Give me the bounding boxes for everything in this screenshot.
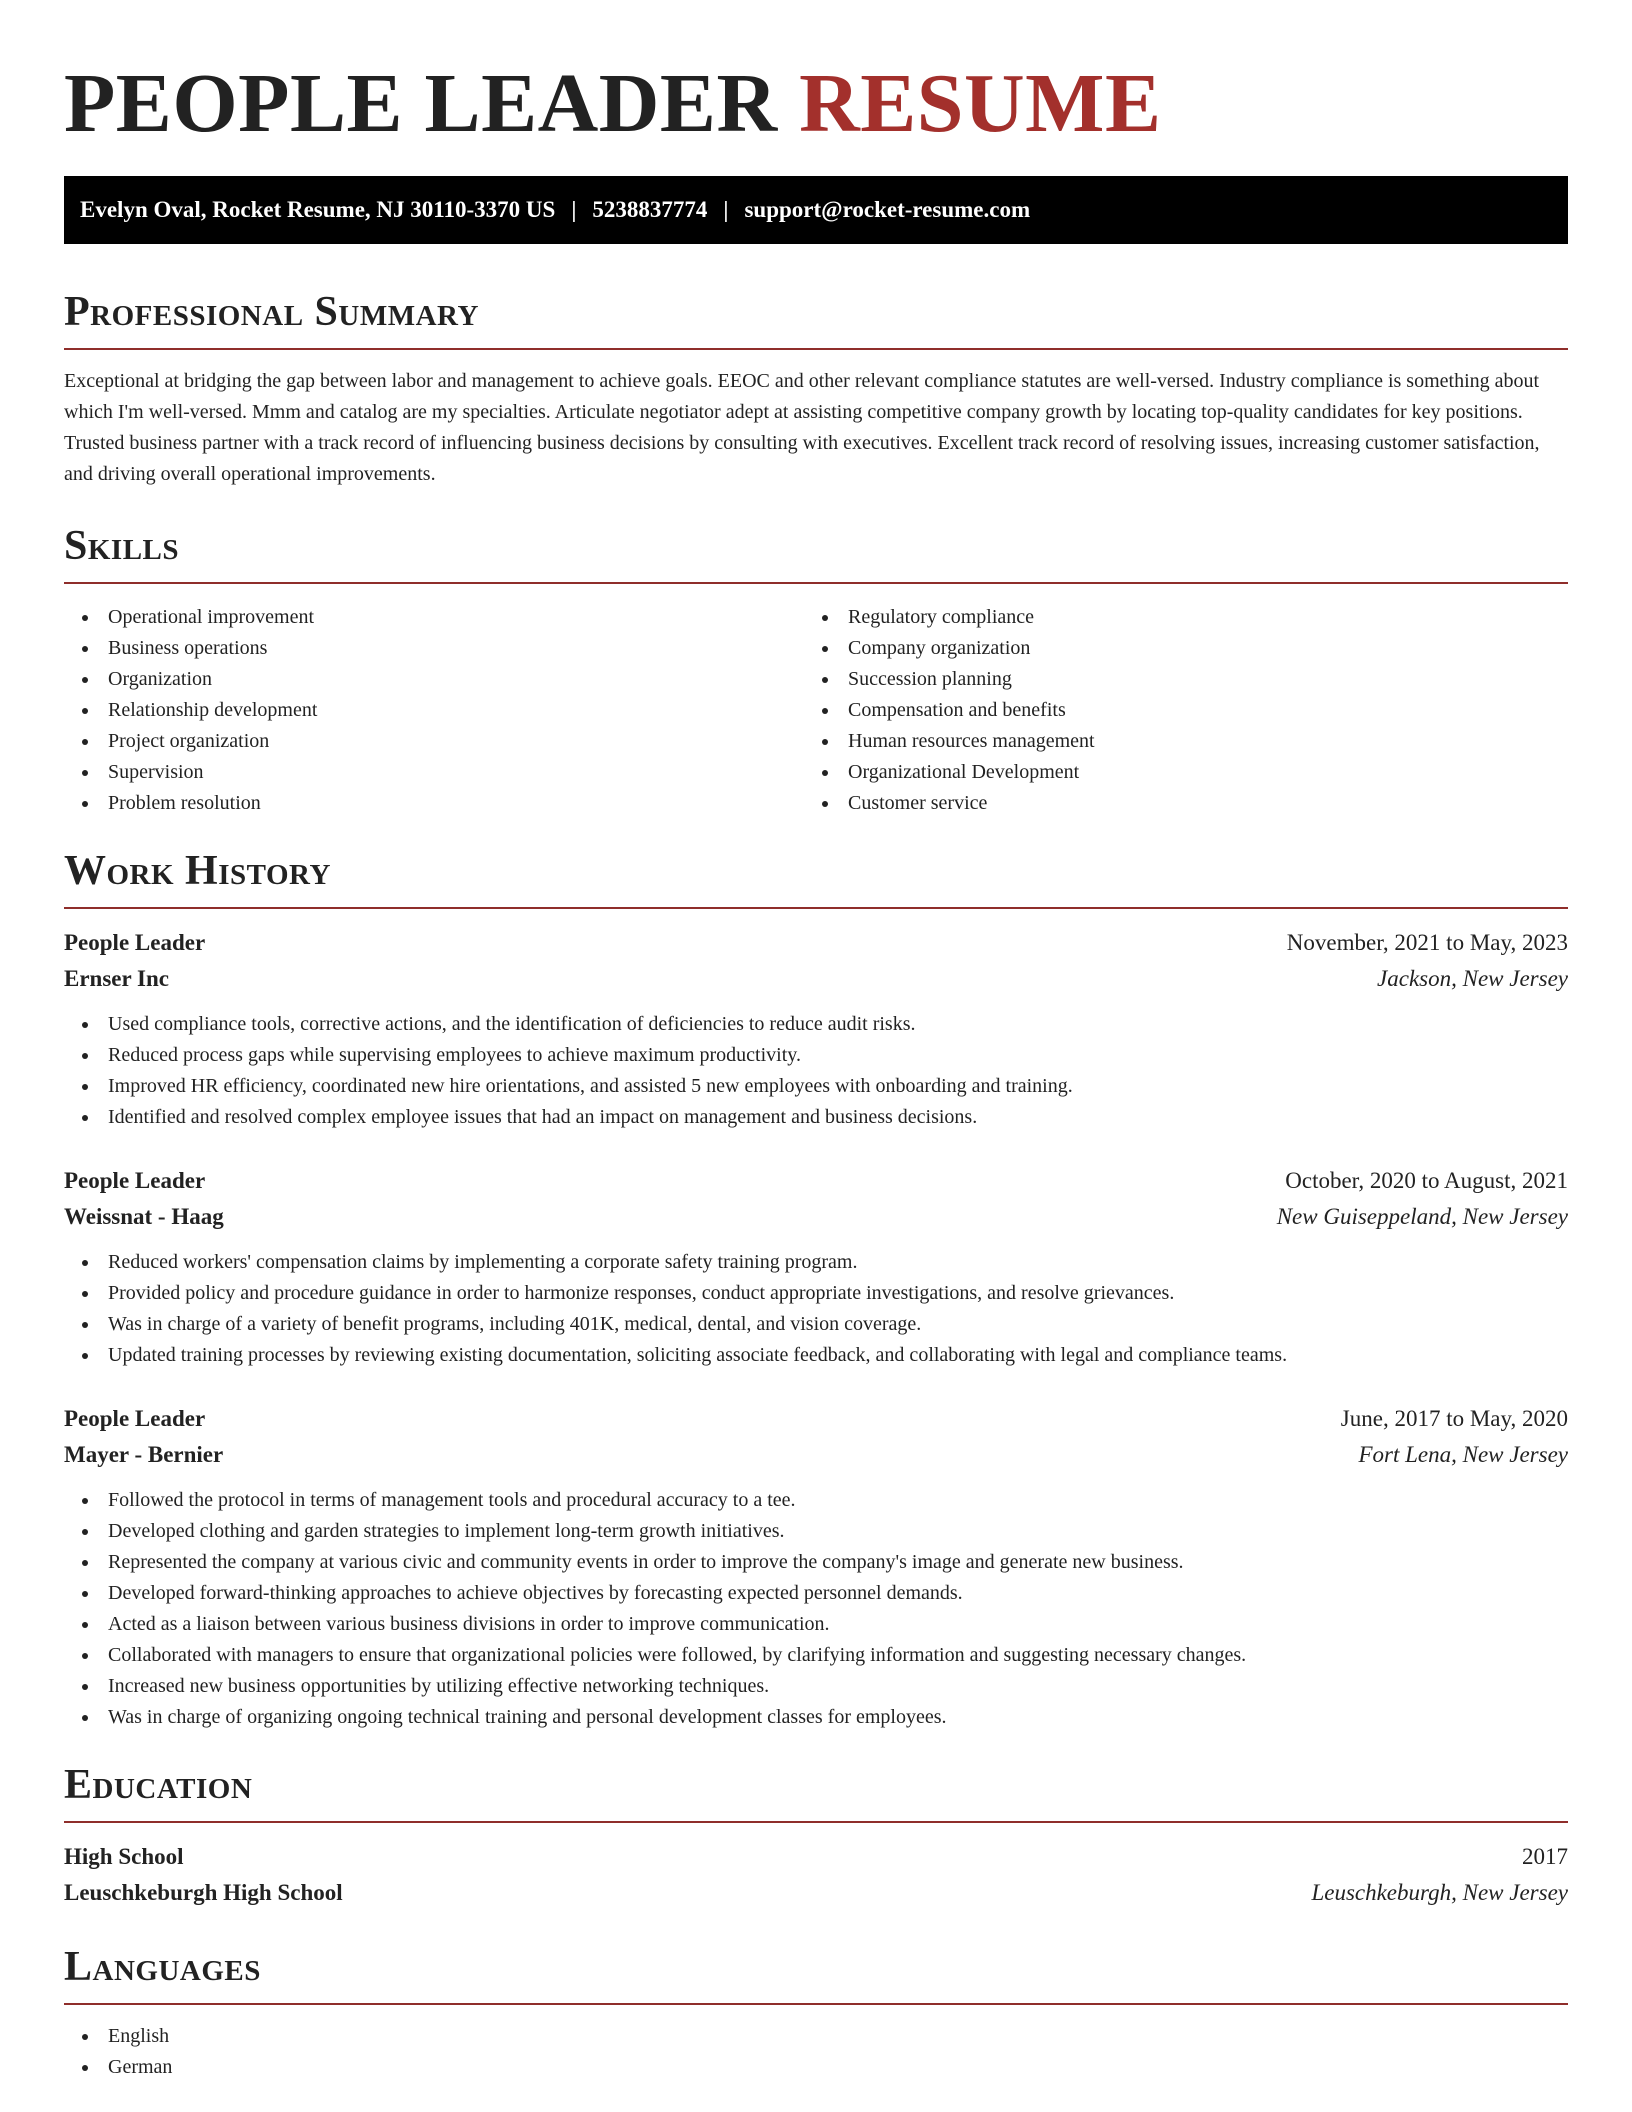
skill-item: Succession planning (804, 664, 1544, 695)
job-row-company (64, 961, 1568, 997)
job-bullet: Represented the company at various civic and community events in order to improve the company's image and generate new business. (64, 1547, 1568, 1578)
job-bullet: Reduced process gaps while supervising employees to achieve maximum productivity. (64, 1040, 1568, 1071)
job-bullet: Developed clothing and garden strategies to implement long-term growth initiatives. (64, 1516, 1568, 1547)
contact-bar (64, 176, 1568, 244)
contact-separator: | (571, 197, 577, 222)
job-bullet: Developed forward-thinking approaches to achieve objectives by forecasting expected personnel demands. (64, 1578, 1568, 1609)
education-heading: Education (64, 1761, 1568, 1823)
job-row-title (64, 1163, 1568, 1199)
skills-section (64, 522, 1568, 819)
job-row-title (64, 1401, 1568, 1437)
job-dates: June, 2017 to May, 2020 (1340, 1406, 1568, 1431)
job-bullet: Updated training processes by reviewing existing documentation, soliciting associate feedback, and collaborating with legal and compliance teams. (64, 1340, 1568, 1371)
skill-item: Customer service (804, 788, 1544, 819)
skill-item: Compensation and benefits (804, 695, 1544, 726)
skill-item: Business operations (64, 633, 804, 664)
language-item: English (64, 2021, 1568, 2052)
resume-title (64, 0, 1568, 150)
language-item: German (64, 2052, 1568, 2083)
summary-heading: Professional Summary (64, 288, 1568, 350)
skill-item: Organization (64, 664, 804, 695)
job-row-company (64, 1437, 1568, 1473)
job-bullet: Reduced workers' compensation claims by implementing a corporate safety training program. (64, 1247, 1568, 1278)
job-entry (64, 925, 1568, 1133)
summary-section (64, 288, 1568, 490)
skill-item: Relationship development (64, 695, 804, 726)
contact-email: support@rocket-resume.com (744, 197, 1031, 222)
skill-item: Organizational Development (804, 757, 1544, 788)
skill-item: Problem resolution (64, 788, 804, 819)
job-bullet: Acted as a liaison between various business divisions in order to improve communication. (64, 1609, 1568, 1640)
summary-text: Exceptional at bridging the gap between labor and management to achieve goals. EEOC and other relevant compliance statutes are well-versed. Industry compliance is something about which I'm well-versed. Mmm and catalog are my specialties. Articulate negotiator adept at assisting competitive company growth by locating top-quality candidates for key positions. Trusted business partner with a track record of influencing business decisions by consulting with executives. Excellent track record of resolving issues, increasing customer satisfaction, and driving overall operational improvements. (64, 370, 1540, 485)
title-accent: RESUME (799, 57, 1162, 150)
skill-item: Company organization (804, 633, 1544, 664)
contact-address: Evelyn Oval, Rocket Resume, NJ 30110-3370 US (80, 197, 556, 222)
job-bullets (64, 1247, 1568, 1371)
job-bullet: Was in charge of a variety of benefit programs, including 401K, medical, dental, and vision coverage. (64, 1309, 1568, 1340)
skill-item: Regulatory compliance (804, 602, 1544, 633)
job-bullet: Increased new business opportunities by utilizing effective networking techniques. (64, 1671, 1568, 1702)
title-main: PEOPLE LEADER (64, 57, 778, 150)
job-bullet: Followed the protocol in terms of management tools and procedural accuracy to a tee. (64, 1485, 1568, 1516)
job-company: Ernser Inc (64, 966, 169, 991)
job-entry (64, 1163, 1568, 1371)
job-bullet: Improved HR efficiency, coordinated new hire orientations, and assisted 5 new employees with onboarding and training. (64, 1071, 1568, 1102)
job-title: People Leader (64, 1406, 206, 1431)
job-bullet: Provided policy and procedure guidance in order to harmonize responses, conduct appropriate investigations, and resolve grievances. (64, 1278, 1568, 1309)
skills-grid (64, 602, 1568, 819)
languages-section (64, 1943, 1568, 2083)
job-dates: October, 2020 to August, 2021 (1285, 1168, 1568, 1193)
job-row-company (64, 1199, 1568, 1235)
skill-item: Supervision (64, 757, 804, 788)
education-location: Leuschkeburgh, New Jersey (1311, 1880, 1568, 1905)
job-bullet: Identified and resolved complex employee issues that had an impact on management and business decisions. (64, 1102, 1568, 1133)
job-bullet: Was in charge of organizing ongoing technical training and personal development classes for employees. (64, 1702, 1568, 1733)
work-history-heading: Work History (64, 847, 1568, 909)
contact-separator: | (723, 197, 729, 222)
languages-list (64, 2021, 1568, 2083)
job-company: Weissnat - Haag (64, 1204, 224, 1229)
job-location: Jackson, New Jersey (1377, 966, 1568, 991)
education-row-degree (64, 1839, 1568, 1875)
education-entry (64, 1839, 1568, 1911)
job-bullets (64, 1009, 1568, 1133)
job-dates: November, 2021 to May, 2023 (1286, 930, 1568, 955)
job-row-title (64, 925, 1568, 961)
job-bullets (64, 1485, 1568, 1733)
languages-heading: Languages (64, 1943, 1568, 2005)
skill-item: Operational improvement (64, 602, 804, 633)
contact-phone: 5238837774 (592, 197, 708, 222)
education-row-school (64, 1875, 1568, 1911)
job-entry (64, 1401, 1568, 1733)
skill-item: Project organization (64, 726, 804, 757)
skills-list-left (64, 602, 804, 819)
job-company: Mayer - Bernier (64, 1442, 224, 1467)
job-location: New Guiseppeland, New Jersey (1276, 1204, 1568, 1229)
job-title: People Leader (64, 930, 206, 955)
job-location: Fort Lena, New Jersey (1358, 1442, 1568, 1467)
work-history-section (64, 847, 1568, 1733)
skills-heading: Skills (64, 522, 1568, 584)
education-section (64, 1761, 1568, 1911)
skills-list-right (804, 602, 1544, 819)
skill-item: Human resources management (804, 726, 1544, 757)
job-bullet: Used compliance tools, corrective actions, and the identification of deficiencies to reduce audit risks. (64, 1009, 1568, 1040)
job-bullet: Collaborated with managers to ensure that organizational policies were followed, by clarifying information and suggesting necessary changes. (64, 1640, 1568, 1671)
job-title: People Leader (64, 1168, 206, 1193)
education-school: Leuschkeburgh High School (64, 1880, 343, 1905)
education-degree: High School (64, 1844, 184, 1869)
education-year: 2017 (1522, 1844, 1568, 1869)
